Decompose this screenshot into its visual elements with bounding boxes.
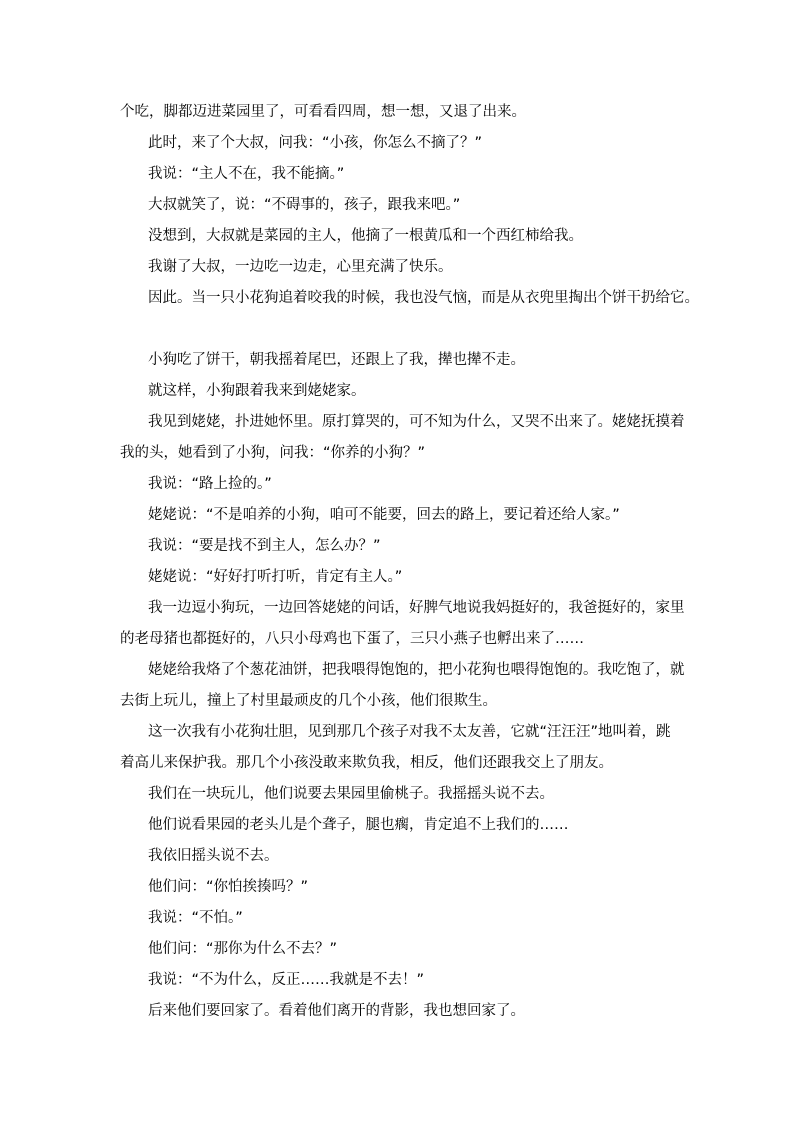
paragraph-line: 我们在一块玩儿，他们说要去果园里偷桃子。我摇摇头说不去。 [148, 786, 554, 802]
paragraph-line: 他们问：“那你为什么不去？” [148, 941, 338, 957]
paragraph-line: 我见到姥姥，扑进她怀里。原打算哭的，可不知为什么，又哭不出来了。姥姥抚摸着 [148, 414, 685, 430]
paragraph-line: 此时，来了个大叔，问我：“小孩，你怎么不摘了？” [148, 135, 483, 151]
paragraph-line: 这一次我有小花狗壮胆，见到那几个孩子对我不太友善，它就“汪汪汪”地叫着，跳 [148, 724, 671, 740]
paragraph-line: 我说：“不怕。” [148, 910, 243, 926]
paragraph-line: 我一边逗小狗玩，一边回答姥姥的问话，好脾气地说我妈挺好的，我爸挺好的，家里 [148, 600, 685, 616]
paragraph-line: 个吃，脚都迈进菜园里了，可看看四周，想一想，又退了出来。 [120, 104, 526, 120]
paragraph-line: 我说：“不为什么，反正……我就是不去！” [148, 972, 425, 988]
paragraph-line: 我说：“要是找不到主人，怎么办？” [148, 538, 381, 554]
paragraph-line: 他们说看果园的老头儿是个聋子，腿也瘸，肯定追不上我们的…… [148, 817, 569, 833]
paragraph-line: 没想到，大叔就是菜园的主人，他摘了一根黄瓜和一个西红柿给我。 [148, 228, 583, 244]
paragraph-line: 后来他们要回家了。看着他们离开的背影，我也想回家了。 [148, 1003, 525, 1019]
paragraph-line: 就这样，小狗跟着我来到姥姥家。 [148, 383, 366, 399]
paragraph-line: 的老母猪也都挺好的，八只小母鸡也下蛋了，三只小燕子也孵出来了…… [120, 631, 584, 647]
paragraph-line: 姥姥给我烙了个葱花油饼，把我喂得饱饱的，把小花狗也喂得饱饱的。我吃饱了，就 [148, 662, 685, 678]
paragraph-line: 姥姥说：“好好打听打听，肯定有主人。” [148, 569, 403, 585]
paragraph-line: 因此。当一只小花狗追着咬我的时候，我也没气恼，而是从衣兜里掏出个饼干扔给它。 [148, 290, 699, 306]
paragraph-line: 我谢了大叔，一边吃一边走，心里充满了快乐。 [148, 259, 453, 275]
paragraph-line: 他们问：“你怕挨揍吗？” [148, 879, 309, 895]
paragraph-line: 我说：“主人不在，我不能摘。” [148, 166, 345, 182]
paragraph-line: 着高儿来保护我。那几个小孩没敢来欺负我，相反，他们还跟我交上了朋友。 [120, 755, 613, 771]
paragraph-line: 我的头，她看到了小狗，问我：“你养的小狗？” [120, 445, 426, 461]
paragraph-line: 姥姥说：“不是咱养的小狗，咱可不能要，回去的路上，要记着还给人家。” [148, 507, 620, 523]
paragraph-line: 我说：“路上捡的。” [148, 476, 272, 492]
paragraph-line: 去街上玩儿，撞上了村里最顽皮的几个小孩，他们很欺生。 [120, 693, 497, 709]
paragraph-line: 大叔就笑了，说：“不碍事的，孩子，跟我来吧。” [148, 197, 461, 213]
paragraph-line: 我依旧摇头说不去。 [148, 848, 279, 864]
paragraph-line: 小狗吃了饼干，朝我摇着尾巴，还跟上了我，撵也撵不走。 [148, 352, 525, 368]
